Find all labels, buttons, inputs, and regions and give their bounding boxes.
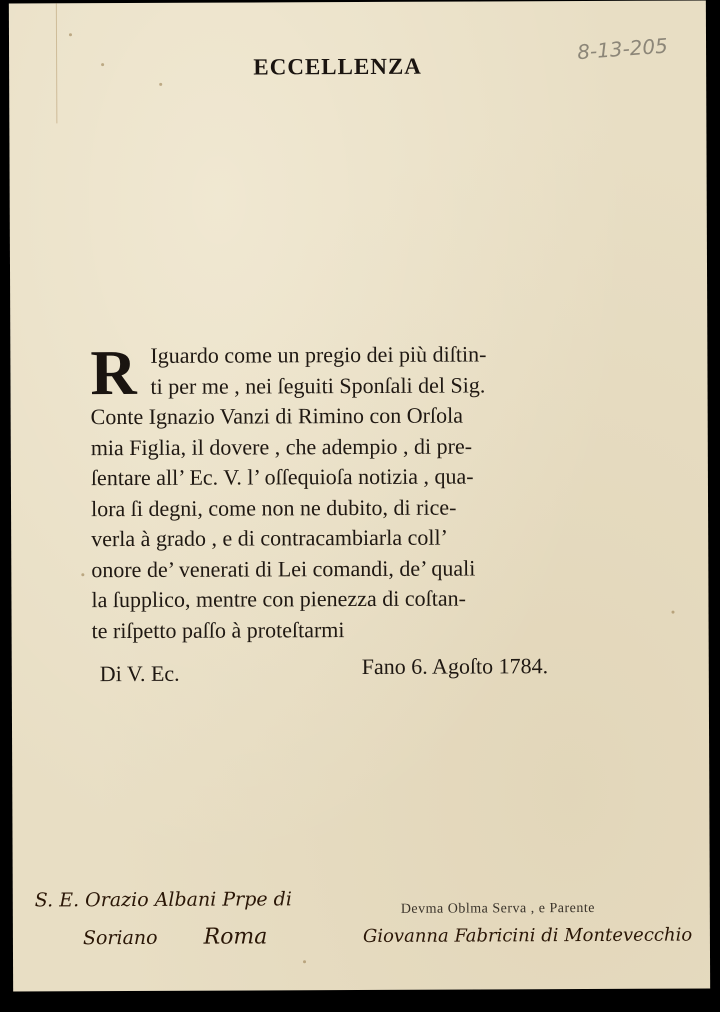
letter-heading: ECCELLENZA (253, 53, 422, 80)
place-date: Fano 6. Agoſto 1784. (361, 653, 549, 679)
addressee-line-1: S. E. Orazio Albani Prpe di (34, 888, 292, 912)
letter-body (90, 336, 651, 646)
addressee-title: Soriano (82, 926, 158, 950)
drop-cap: R (90, 336, 137, 409)
paper-speck (672, 611, 675, 614)
addressee-line-2 (35, 918, 345, 957)
printed-signature-formula: Devma Oblma Serva , e Parente (400, 900, 595, 917)
handwritten-addressee (35, 880, 345, 957)
letter-page (9, 0, 710, 991)
body-line: la ſupplico, mentre con pienezza di coſtan- (91, 585, 466, 613)
paper-speck (303, 960, 306, 963)
body-line: ti per me , nei ſeguiti Sponſali del Sig. (150, 371, 486, 399)
body-line: Conte Ignazio Vanzi di Rimino con Orſola (90, 402, 464, 430)
paper-speck (159, 83, 162, 86)
body-line: Iguardo come un pregio dei più diſtin- (150, 341, 487, 368)
addressee-place: Roma (203, 924, 268, 950)
body-line: lora ſi degni, come non ne dubito, di rice- (90, 494, 457, 521)
body-line: onore de’ venerati di Lei comandi, de’ quali (91, 554, 476, 582)
paper-speck (101, 63, 104, 66)
body-line: te riſpetto paſſo à proteſtarmi (91, 616, 345, 643)
paper-speck (69, 33, 72, 36)
paper-speck (81, 573, 84, 576)
closing-salutation: Di V. Ec. (99, 660, 180, 687)
archive-reference-note: 8-13-205 (576, 33, 669, 65)
body-line: mia Figlia, il dovere , che adempio , di pre- (90, 433, 473, 460)
body-line: ſentare all’ Ec. V. l’ oſſequioſa notizia , qua- (90, 463, 474, 491)
closing-line (92, 653, 652, 687)
handwritten-signature: Giovanna Fabricini di Montevecchio (362, 924, 693, 947)
body-line: verla à grado , e di contracambiarla coll’ (91, 524, 448, 552)
